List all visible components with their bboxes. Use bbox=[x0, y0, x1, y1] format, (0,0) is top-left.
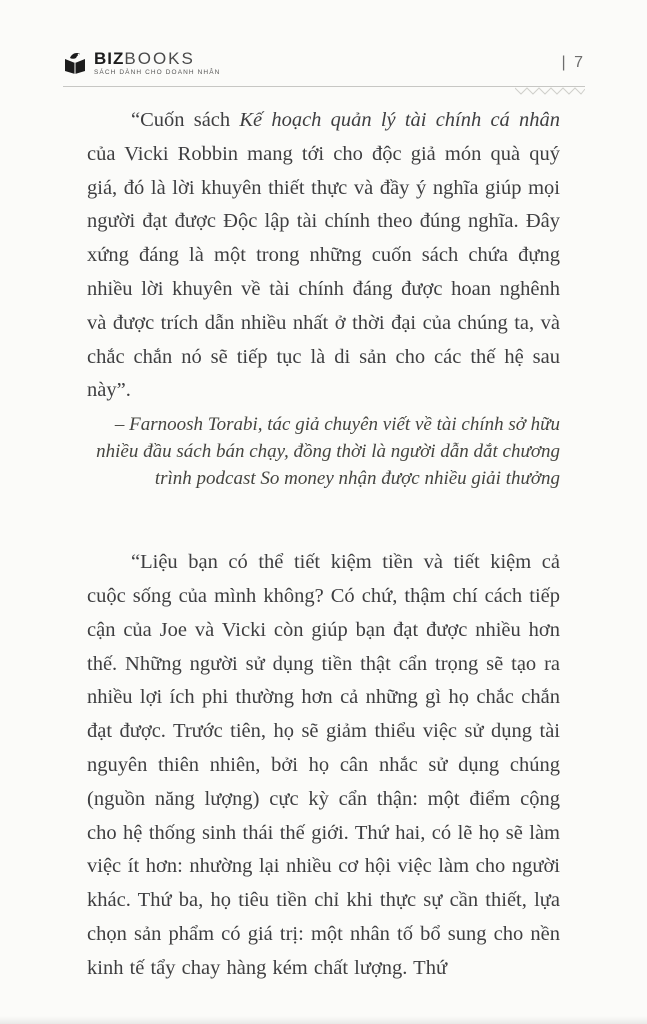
publisher-tagline: SÁCH DÀNH CHO DOANH NHÂN bbox=[94, 68, 221, 76]
testimonial-attribution: – Farnoosh Torabi, tác giả chuyên viết về tài chính sở hữu nhiều đầu sách bán chạy, đồng thời là người dẫn dắt chương trình podcast So money nhận được nhiều giải thưởng bbox=[96, 414, 560, 490]
page-header bbox=[63, 46, 585, 80]
header-divider bbox=[63, 86, 585, 87]
page-content bbox=[87, 104, 560, 986]
publisher-logo-text bbox=[94, 50, 220, 77]
testimonial-quote-1 bbox=[87, 104, 560, 408]
paper-tear-decoration bbox=[515, 87, 585, 97]
quote1-lead: “Cuốn sách bbox=[131, 109, 240, 131]
testimonial-quote-2: “Liệu bạn có thể tiết kiệm tiền và tiết kiệm cả cuộc sống của mình không? Có chứ, thậm chí cách tiếp cận của Joe và Vicki còn giúp bạn đạt được nhiều hơn thế. Những người sử dụng tiền thật cẩn trọng sẽ tạo ra nhiều lợi ích phi thường hơn cả những gì họ chắc chắn đạt được. Trước tiên, họ sẽ giảm thiểu việc sử dụng tài nguyên thiên nhiên, bởi họ cân nhắc sử dụng chúng (nguồn năng lượng) cực kỳ cẩn thận: một điểm cộng cho hệ thống sinh thái thế giới. Thứ hai, có lẽ họ sẽ làm việc ít hơn: nhường lại nhiều cơ hội việc làm cho người khác. Thứ ba, họ tiêu tiền chỉ khi thực sự cần thiết, lựa chọn sản phẩm có giá trị: một nhân tố bổ sung cho nền kinh tế tẩy chay hàng kém chất lượng. Thứ bbox=[87, 551, 560, 979]
quote1-rest: của Vicki Robbin mang tới cho độc giả món quà quý giá, đó là lời khuyên thiết thực và đầy ý nghĩa giúp mọi người đạt được Độc lập tài chính theo đúng nghĩa. Đây xứng đáng là một trong những cuốn sách chứa đựng nhiều lời khuyên về tài chính đáng được hoan nghênh và được trích dẫn nhiều nhất ở thời đại của chúng ta, và chắc chắn nó sẽ tiếp tục là di sản cho các thế hệ sau này”. bbox=[87, 142, 560, 402]
scan-edge-shadow bbox=[0, 1016, 647, 1024]
page-number: | 7 bbox=[561, 54, 585, 71]
publisher-name bbox=[94, 50, 220, 67]
quote1-book-title: Kế hoạch quản lý tài chính cá nhân bbox=[239, 109, 560, 131]
publisher-name-books: BOOKS bbox=[124, 48, 195, 68]
bizbooks-bird-book-icon bbox=[63, 51, 87, 75]
publisher-name-biz: BIZ bbox=[94, 48, 125, 68]
publisher-logo bbox=[63, 50, 220, 77]
